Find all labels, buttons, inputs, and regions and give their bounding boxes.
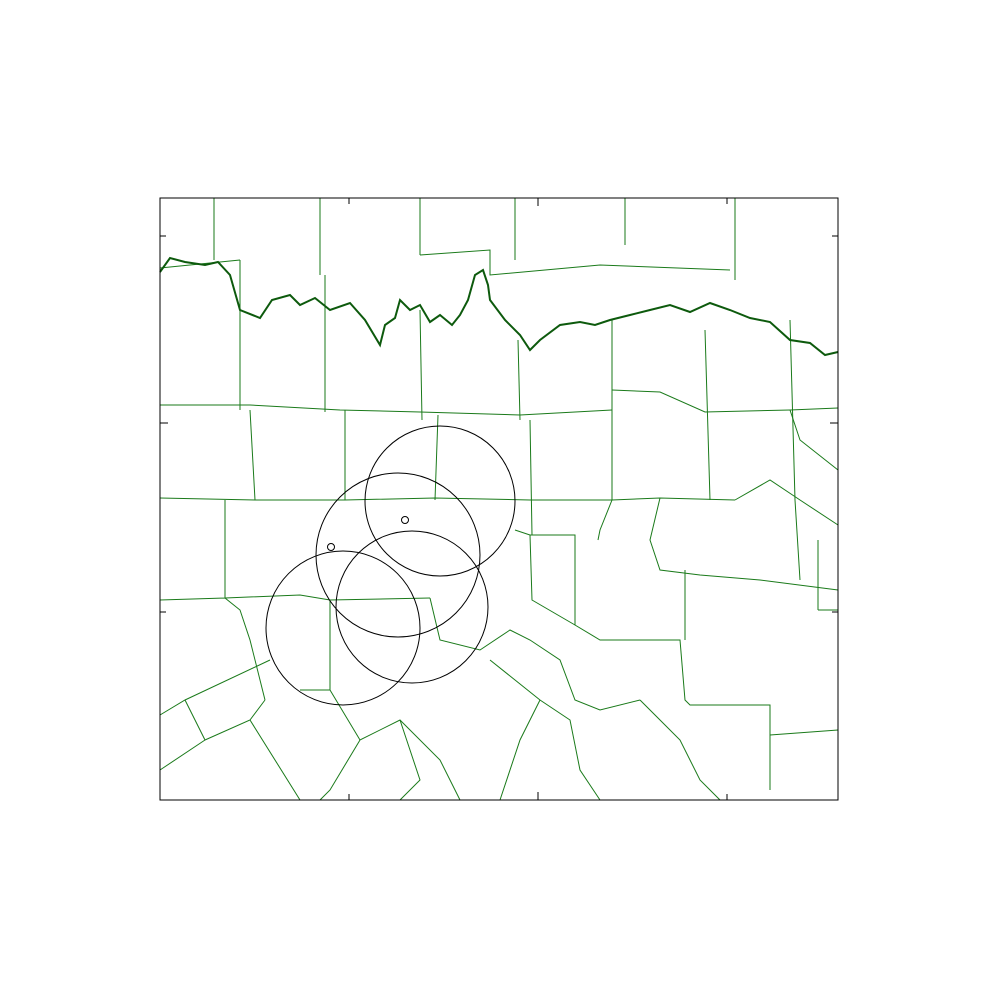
radar-ring-1 xyxy=(365,426,515,576)
station-circle-marker xyxy=(402,517,409,524)
radar-range-rings xyxy=(266,426,515,705)
radar-ring-3 xyxy=(336,531,488,683)
radar-ring-2 xyxy=(316,473,480,637)
station-circle-marker xyxy=(328,544,335,551)
county-boundaries xyxy=(160,198,838,800)
red-river-border xyxy=(160,258,838,355)
